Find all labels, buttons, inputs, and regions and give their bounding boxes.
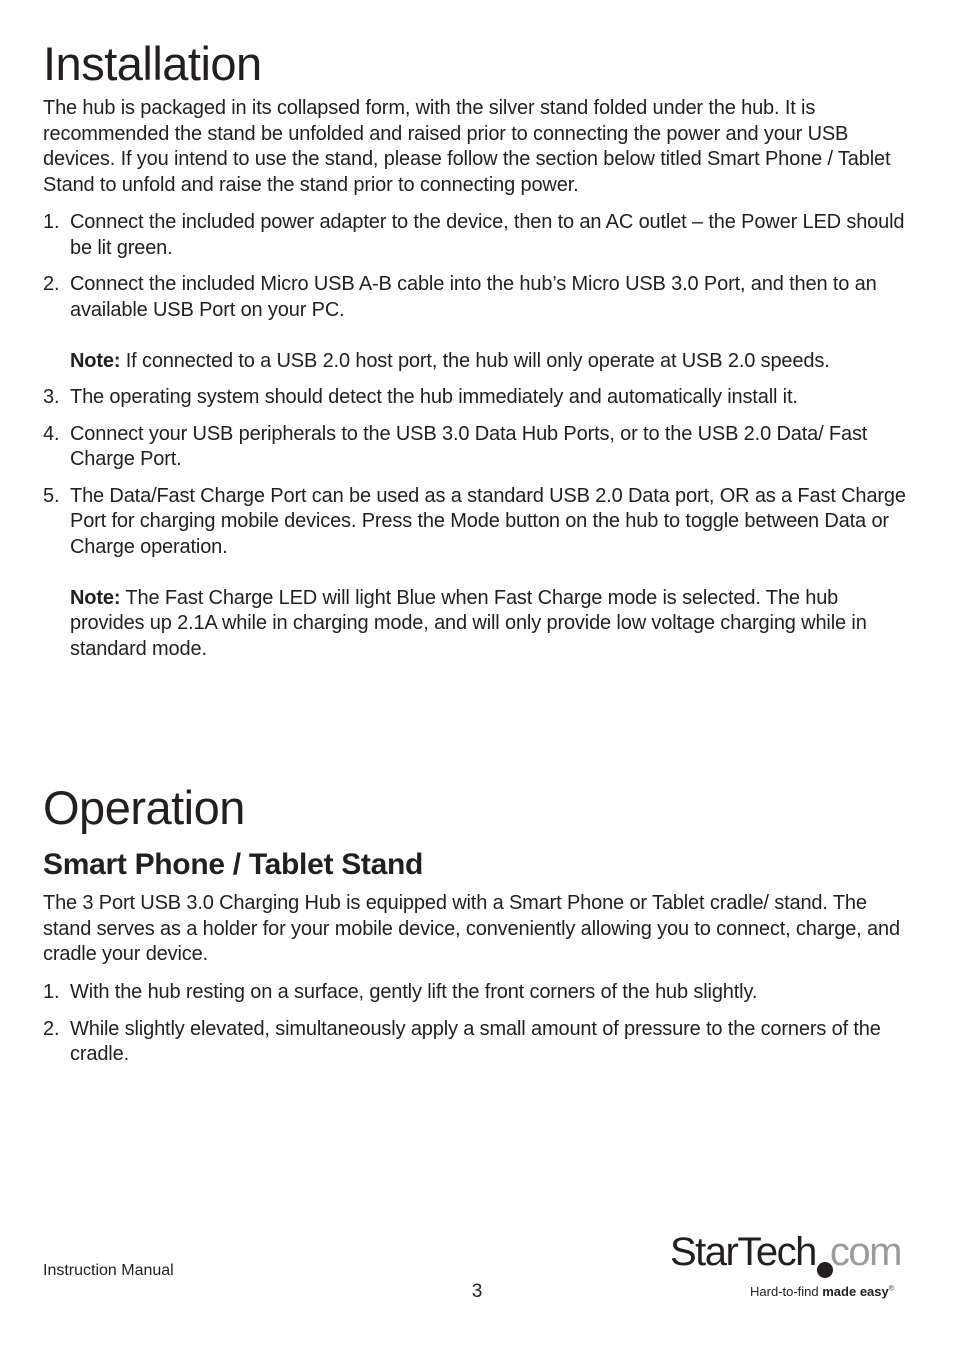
step-number: 3. [43,386,60,408]
step-number: 4. [43,422,60,445]
logo-tag-bold: made easy [822,1284,889,1299]
logo-registered-mark: ® [888,1285,894,1293]
logo-com: com [829,1230,901,1274]
list-item [43,385,911,411]
step-text: While slightly elevated, simultaneously apply a small amount of pressure to the corners of the cradle. [70,1017,881,1065]
step-text: The operating system should detect the hub immediately and automatically install it. [70,386,798,408]
step-number: 5. [43,484,60,507]
note-text: If connected to a USB 2.0 host port, the hub will only operate at USB 2.0 speeds. [120,349,830,372]
step-text: Connect the included Micro USB A-B cable into the hub’s Micro USB 3.0 Port, and then to an available USB Port on your PC. [70,273,877,321]
note [70,586,911,663]
startech-logo [670,1232,910,1302]
operation-heading: Operation [43,781,245,834]
stand-subheading: Smart Phone / Tablet Stand [43,848,424,881]
footer-manual-label: Instruction Manual [43,1262,174,1279]
step-number: 1. [43,981,60,1003]
installation-heading: Installation [43,37,262,90]
installation-steps [43,210,911,673]
note-label: Note: [70,586,121,609]
list-item [43,422,911,473]
list-item [43,1017,911,1068]
step-text: Connect your USB peripherals to the USB 3.0 Data Hub Ports, or to the USB 2.0 Data/ Fast Charge Port. [70,422,868,470]
logo-wordmark: StarTech [670,1230,816,1274]
step-number: 1. [43,211,60,233]
step-number: 2. [43,1017,60,1040]
installation-intro: The hub is packaged in its collapsed form, with the silver stand folded under the hub. It is recommended the stand be unfolded and raised prior to connecting the power and your USB devices. If you intend to use the stand, please follow the section below titled Smart Phone / Tablet Stand to unfold and raise the stand prior to connecting power. [43,97,891,196]
list-item [43,210,911,261]
note [70,349,911,375]
list-item [43,272,911,374]
logo-tagline [750,1284,894,1299]
note-label: Note: [70,349,121,372]
step-text: The Data/Fast Charge Port can be used as a standard USB 2.0 Data port, OR as a Fast Charge Port for charging mobile devices. Press the Mode button on the hub to toggle between Data or Charge operation. [70,484,906,558]
list-item [43,484,911,663]
list-item [43,980,911,1006]
step-text: With the hub resting on a surface, gently lift the front corners of the hub slightly. [70,981,758,1003]
step-number: 2. [43,273,60,295]
page-number: 3 [471,1281,483,1302]
note-text: The Fast Charge LED will light Blue when Fast Charge mode is selected. The hub provides up 2.1A while in charging mode, and will only provide low voltage charging while in standard mode. [70,586,867,660]
step-text: Connect the included power adapter to the device, then to an AC outlet – the Power LED should be lit green. [70,211,905,259]
logo-tag-plain: Hard-to-find [750,1284,823,1299]
stand-intro: The 3 Port USB 3.0 Charging Hub is equipped with a Smart Phone or Tablet cradle/ stand. The stand serves as a holder for your mobile device, conveniently allowing you to connect, charge, and cradle your device. [43,892,900,965]
stand-steps [43,980,911,1079]
